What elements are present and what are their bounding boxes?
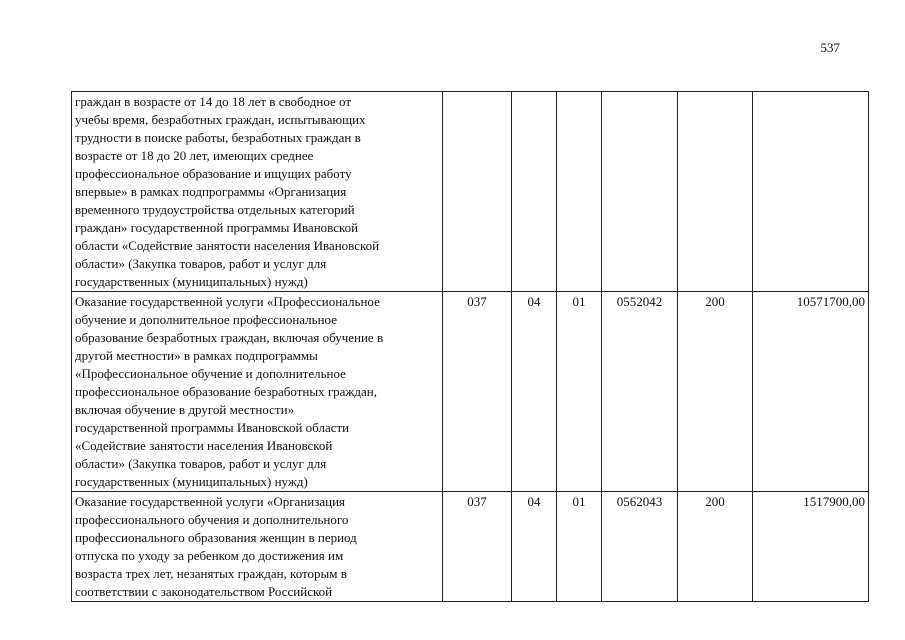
description-line: обучение и дополнительное профессиональное (75, 312, 337, 327)
description-line: Оказание государственной услуги «Организация (75, 494, 346, 509)
description-line: граждан» государственной программы Ивановской (75, 220, 359, 235)
description-line: профессиональное образование и ищущих работу (75, 166, 352, 181)
description-line: области» (Закупка товаров, работ и услуг для (75, 256, 327, 271)
description-line: профессионального обучения и дополнительного (75, 512, 349, 527)
expense-type-cell: 200 (678, 292, 753, 492)
table-row (72, 92, 869, 292)
description-line: «Профессиональное обучение и дополнительное (75, 366, 346, 381)
description-line: граждан в возрасте от 14 до 18 лет в свободное от (75, 94, 352, 109)
subsection-code-cell: 01 (557, 292, 602, 492)
section-code-cell: 04 (512, 292, 557, 492)
table-row (72, 492, 869, 602)
description-line: государственной программы Ивановской области (75, 420, 350, 435)
amount-cell: 1517900,00 (753, 492, 869, 602)
description-line: другой местности» в рамках подпрограммы (75, 348, 318, 363)
amount-cell: 10571700,00 (753, 292, 869, 492)
description-line: профессиональное образование безработных граждан, (75, 384, 377, 399)
description-line: соответствии с законодательством Российской (75, 584, 333, 599)
section-code-cell: 04 (512, 492, 557, 602)
budget-table (71, 91, 869, 602)
description-line: образование безработных граждан, включая обучение в (75, 330, 384, 345)
description-line: отпуска по уходу за ребенком до достижения им (75, 548, 344, 563)
description-line: учебы время, безработных граждан, испытывающих (75, 112, 366, 127)
description-line: «Содействие занятости населения Ивановской (75, 438, 333, 453)
expense-type-cell: 200 (678, 492, 753, 602)
subsection-code-cell (557, 92, 602, 292)
target-code-cell: 0552042 (602, 292, 678, 492)
ministry-code-cell (443, 92, 512, 292)
subsection-code-cell: 01 (557, 492, 602, 602)
description-line: области» (Закупка товаров, работ и услуг для (75, 456, 327, 471)
target-code-cell (602, 92, 678, 292)
description-line: области «Содействие занятости населения Ивановской (75, 238, 380, 253)
description-line: впервые» в рамках подпрограммы «Организация (75, 184, 347, 199)
description-line: Оказание государственной услуги «Профессиональное (75, 294, 380, 309)
amount-cell (753, 92, 869, 292)
row-description (72, 492, 443, 602)
description-line: государственных (муниципальных) нужд) (75, 474, 308, 489)
description-line: временного трудоустройства отдельных категорий (75, 202, 355, 217)
ministry-code-cell: 037 (443, 292, 512, 492)
row-description (72, 92, 443, 292)
expense-type-cell (678, 92, 753, 292)
description-line: профессионального образования женщин в период (75, 530, 357, 545)
ministry-code-cell: 037 (443, 492, 512, 602)
table-row (72, 292, 869, 492)
description-line: включая обучение в другой местности» (75, 402, 295, 417)
description-line: трудности в поиске работы, безработных граждан в (75, 130, 361, 145)
section-code-cell (512, 92, 557, 292)
target-code-cell: 0562043 (602, 492, 678, 602)
description-line: возрасте от 18 до 20 лет, имеющих среднее (75, 148, 314, 163)
page-number: 537 (820, 40, 840, 55)
row-description (72, 292, 443, 492)
description-line: государственных (муниципальных) нужд) (75, 274, 308, 289)
description-line: возраста трех лет, незанятых граждан, которым в (75, 566, 347, 581)
